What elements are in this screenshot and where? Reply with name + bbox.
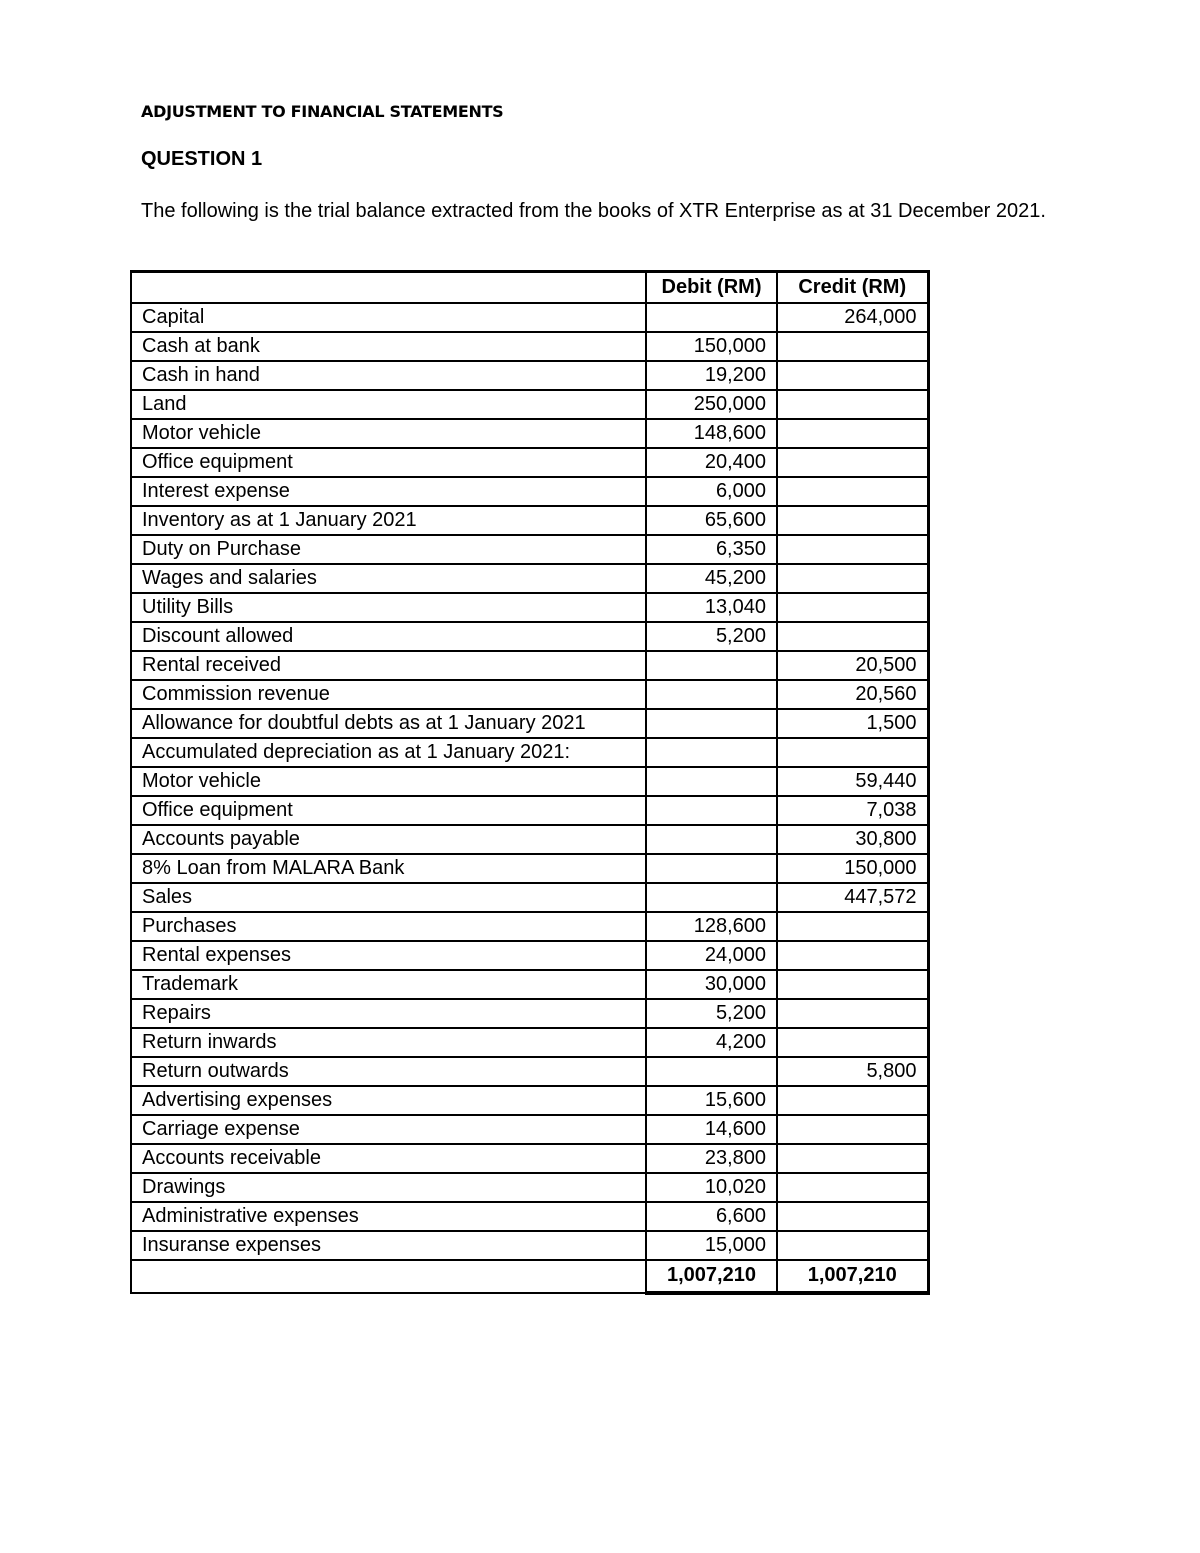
debit-amount-cell (646, 883, 777, 912)
debit-amount-cell (646, 680, 777, 709)
credit-amount-cell (777, 1231, 928, 1260)
table-row (131, 767, 928, 796)
table-row (131, 332, 928, 361)
totals-row (131, 1260, 928, 1293)
credit-amount-cell: 59,440 (777, 767, 928, 796)
debit-amount-cell: 250,000 (646, 390, 777, 419)
table-row (131, 448, 928, 477)
account-name-cell: Commission revenue (131, 680, 646, 709)
account-name-cell: Motor vehicle (131, 767, 646, 796)
account-name-cell: Wages and salaries (131, 564, 646, 593)
table-row (131, 506, 928, 535)
credit-amount-cell (777, 390, 928, 419)
debit-amount-cell (646, 303, 777, 332)
debit-amount-cell: 148,600 (646, 419, 777, 448)
table-row (131, 535, 928, 564)
table-row (131, 564, 928, 593)
account-name-cell: Land (131, 390, 646, 419)
credit-amount-cell (777, 622, 928, 651)
debit-amount-cell (646, 825, 777, 854)
credit-amount-cell (777, 419, 928, 448)
credit-amount-cell (777, 535, 928, 564)
table-row (131, 303, 928, 332)
credit-amount-cell (777, 593, 928, 622)
account-name-cell: Drawings (131, 1173, 646, 1202)
debit-amount-cell: 6,000 (646, 477, 777, 506)
credit-amount-cell: 150,000 (777, 854, 928, 883)
account-name-cell: Utility Bills (131, 593, 646, 622)
account-name-cell: Interest expense (131, 477, 646, 506)
account-name-cell: Administrative expenses (131, 1202, 646, 1231)
table-row (131, 970, 928, 999)
question-title: QUESTION 1 (141, 148, 263, 170)
debit-amount-cell: 13,040 (646, 593, 777, 622)
account-name-cell: Repairs (131, 999, 646, 1028)
table-row (131, 1144, 928, 1173)
debit-amount-cell: 65,600 (646, 506, 777, 535)
credit-amount-cell (777, 912, 928, 941)
header-credit: Credit (RM) (777, 272, 928, 303)
debit-amount-cell: 15,600 (646, 1086, 777, 1115)
account-name-cell: Accounts receivable (131, 1144, 646, 1173)
header-account (131, 272, 646, 303)
table-row (131, 361, 928, 390)
account-name-cell: Allowance for doubtful debts as at 1 January 2021 (131, 709, 646, 738)
credit-amount-cell (777, 477, 928, 506)
debit-amount-cell (646, 767, 777, 796)
account-name-cell: Trademark (131, 970, 646, 999)
account-name-cell: Office equipment (131, 448, 646, 477)
document-heading: ADJUSTMENT TO FINANCIAL STATEMENTS (141, 102, 504, 121)
debit-amount-cell: 30,000 (646, 970, 777, 999)
account-name-cell: Cash at bank (131, 332, 646, 361)
credit-amount-cell: 1,500 (777, 709, 928, 738)
account-name-cell: Insuranse expenses (131, 1231, 646, 1260)
debit-amount-cell (646, 1057, 777, 1086)
table-row (131, 622, 928, 651)
table-row (131, 912, 928, 941)
credit-amount-cell: 447,572 (777, 883, 928, 912)
account-name-cell: Return outwards (131, 1057, 646, 1086)
table-row (131, 593, 928, 622)
debit-amount-cell: 23,800 (646, 1144, 777, 1173)
credit-amount-cell (777, 1086, 928, 1115)
credit-amount-cell (777, 448, 928, 477)
table-row (131, 883, 928, 912)
table-row (131, 854, 928, 883)
trial-balance-body (131, 272, 928, 1293)
account-name-cell: Office equipment (131, 796, 646, 825)
account-name-cell: Inventory as at 1 January 2021 (131, 506, 646, 535)
table-row (131, 999, 928, 1028)
credit-amount-cell: 30,800 (777, 825, 928, 854)
header-debit: Debit (RM) (646, 272, 777, 303)
credit-amount-cell (777, 361, 928, 390)
credit-amount-cell (777, 1144, 928, 1173)
account-name-cell: Accounts payable (131, 825, 646, 854)
credit-amount-cell (777, 564, 928, 593)
account-name-cell: Purchases (131, 912, 646, 941)
credit-amount-cell: 264,000 (777, 303, 928, 332)
credit-amount-cell (777, 1173, 928, 1202)
credit-amount-cell (777, 999, 928, 1028)
trial-balance-table (130, 270, 930, 1295)
total-credit-cell: 1,007,210 (777, 1260, 928, 1293)
account-name-cell: Sales (131, 883, 646, 912)
debit-amount-cell: 15,000 (646, 1231, 777, 1260)
debit-amount-cell (646, 854, 777, 883)
debit-amount-cell: 4,200 (646, 1028, 777, 1057)
account-name-cell: Duty on Purchase (131, 535, 646, 564)
table-row (131, 390, 928, 419)
account-name-cell: Advertising expenses (131, 1086, 646, 1115)
debit-amount-cell (646, 738, 777, 767)
table-row (131, 680, 928, 709)
table-row (131, 1202, 928, 1231)
debit-amount-cell: 24,000 (646, 941, 777, 970)
table-row (131, 419, 928, 448)
credit-amount-cell (777, 1028, 928, 1057)
debit-amount-cell: 150,000 (646, 332, 777, 361)
account-name-cell: Discount allowed (131, 622, 646, 651)
debit-amount-cell: 20,400 (646, 448, 777, 477)
debit-amount-cell: 10,020 (646, 1173, 777, 1202)
table-row (131, 738, 928, 767)
debit-amount-cell: 19,200 (646, 361, 777, 390)
debit-amount-cell (646, 796, 777, 825)
account-name-cell: Carriage expense (131, 1115, 646, 1144)
account-name-cell: 8% Loan from MALARA Bank (131, 854, 646, 883)
account-name-cell: Rental expenses (131, 941, 646, 970)
table-header-row (131, 272, 928, 303)
table-row (131, 1231, 928, 1260)
debit-amount-cell: 5,200 (646, 622, 777, 651)
credit-amount-cell (777, 1202, 928, 1231)
account-name-cell: Motor vehicle (131, 419, 646, 448)
account-name-cell: Rental received (131, 651, 646, 680)
credit-amount-cell: 5,800 (777, 1057, 928, 1086)
table-row (131, 651, 928, 680)
intro-paragraph: The following is the trial balance extracted from the books of XTR Enterprise as at 31 December 2021. (141, 200, 1046, 222)
table-row (131, 1086, 928, 1115)
table-row (131, 1028, 928, 1057)
table-row (131, 825, 928, 854)
debit-amount-cell: 128,600 (646, 912, 777, 941)
credit-amount-cell (777, 941, 928, 970)
credit-amount-cell: 20,500 (777, 651, 928, 680)
table-row (131, 709, 928, 738)
credit-amount-cell (777, 506, 928, 535)
debit-amount-cell: 14,600 (646, 1115, 777, 1144)
credit-amount-cell (777, 1115, 928, 1144)
account-name-cell: Capital (131, 303, 646, 332)
credit-amount-cell: 20,560 (777, 680, 928, 709)
debit-amount-cell: 6,350 (646, 535, 777, 564)
debit-amount-cell: 45,200 (646, 564, 777, 593)
table-row (131, 796, 928, 825)
table-row (131, 941, 928, 970)
debit-amount-cell: 5,200 (646, 999, 777, 1028)
table-row (131, 1115, 928, 1144)
account-name-cell: Cash in hand (131, 361, 646, 390)
credit-amount-cell (777, 332, 928, 361)
account-name-cell: Accumulated depreciation as at 1 January 2021: (131, 738, 646, 767)
debit-amount-cell (646, 709, 777, 738)
debit-amount-cell: 6,600 (646, 1202, 777, 1231)
credit-amount-cell (777, 970, 928, 999)
account-name-cell: Return inwards (131, 1028, 646, 1057)
totals-label-cell (131, 1260, 646, 1293)
credit-amount-cell: 7,038 (777, 796, 928, 825)
total-debit-cell: 1,007,210 (646, 1260, 777, 1293)
credit-amount-cell (777, 738, 928, 767)
table-row (131, 1173, 928, 1202)
table-row (131, 477, 928, 506)
debit-amount-cell (646, 651, 777, 680)
table-row (131, 1057, 928, 1086)
